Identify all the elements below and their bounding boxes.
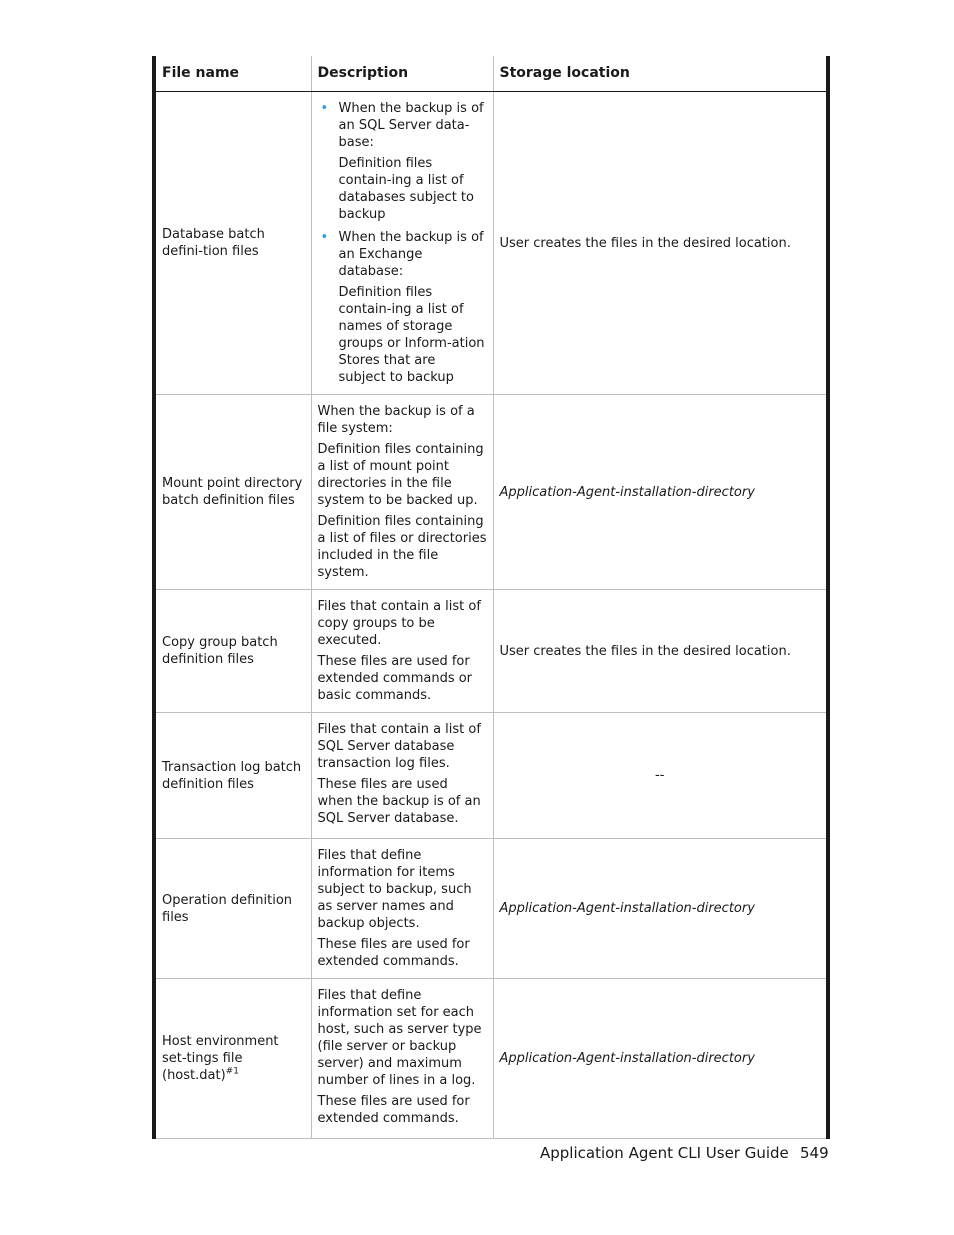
- bullet-icon: •: [320, 101, 329, 116]
- description-cell: [311, 839, 493, 979]
- file-name-cell: [156, 979, 311, 1139]
- file-name-cell: Mount point directory batch definition files: [156, 395, 311, 590]
- file-name-cell: Operation definition files: [156, 839, 311, 979]
- bullet-text: When the backup is of an Exchange database:: [338, 230, 484, 279]
- description-cell: [311, 590, 493, 713]
- description-paragraph: When the backup is of a file system:: [317, 404, 475, 436]
- table-row: [156, 713, 826, 839]
- storage-location-cell: --: [493, 713, 826, 839]
- description-paragraph: Files that contain a list of SQL Server database transaction log files.: [317, 722, 481, 771]
- table-header-row: [156, 56, 826, 92]
- footer-guide-title: Application Agent CLI User Guide: [540, 1144, 789, 1162]
- footnote-marker: #1: [225, 1066, 239, 1077]
- list-item: [318, 100, 487, 151]
- file-table-frame: [152, 56, 830, 1139]
- table-row: [156, 979, 826, 1139]
- bullet-detail: Definition files contain-ing a list of databases subject to backup: [338, 156, 474, 222]
- bullet-text: When the backup is of an SQL Server data-base:: [338, 101, 484, 150]
- storage-location-cell: User creates the files in the desired location.: [493, 92, 826, 395]
- description-cell: [311, 395, 493, 590]
- header-storage-location: Storage location: [493, 56, 826, 92]
- storage-location-cell: User creates the files in the desired location.: [493, 590, 826, 713]
- header-description: Description: [311, 56, 493, 92]
- description-paragraph: These files are used for extended commands or basic commands.: [317, 654, 473, 703]
- page-number: 549: [800, 1144, 829, 1162]
- file-table: [156, 56, 826, 1139]
- description-paragraph: Files that contain a list of copy groups to be executed.: [317, 599, 481, 648]
- table-row: [156, 590, 826, 713]
- file-name-text: Host environment set-tings file (host.dat): [162, 1034, 279, 1083]
- table-row: [156, 92, 826, 395]
- list-item: [318, 229, 487, 280]
- description-cell: [311, 713, 493, 839]
- description-paragraph: These files are used for extended commands.: [317, 937, 470, 969]
- bullet-detail: Definition files contain-ing a list of names of storage groups or Inform-ation Stores that are subject to backup: [338, 285, 485, 385]
- bullet-icon: •: [320, 230, 329, 245]
- table-row: [156, 395, 826, 590]
- header-file-name: File name: [156, 56, 311, 92]
- description-cell: [311, 979, 493, 1139]
- description-paragraph: Files that define information set for each host, such as server type (file server or backup server) and maximum number of lines in a log.: [317, 988, 482, 1088]
- description-paragraph: These files are used for extended commands.: [317, 1094, 470, 1126]
- storage-location-cell: Application-Agent-installation-directory: [493, 395, 826, 590]
- file-name-cell: Copy group batch definition files: [156, 590, 311, 713]
- storage-location-cell: Application-Agent-installation-directory: [493, 839, 826, 979]
- description-paragraph: Definition files containing a list of files or directories included in the file system.: [317, 514, 487, 580]
- description-paragraph: These files are used when the backup is of an SQL Server database.: [317, 777, 481, 826]
- table-row: [156, 839, 826, 979]
- description-paragraph: Files that define information for items subject to backup, such as server names and backup objects.: [317, 848, 472, 931]
- storage-location-cell: Application-Agent-installation-directory: [493, 979, 826, 1139]
- file-name-cell: Database batch defini-tion files: [156, 92, 311, 395]
- description-paragraph: Definition files containing a list of mount point directories in the file system to be backed up.: [317, 442, 484, 508]
- description-cell: [311, 92, 493, 395]
- file-name-cell: Transaction log batch definition files: [156, 713, 311, 839]
